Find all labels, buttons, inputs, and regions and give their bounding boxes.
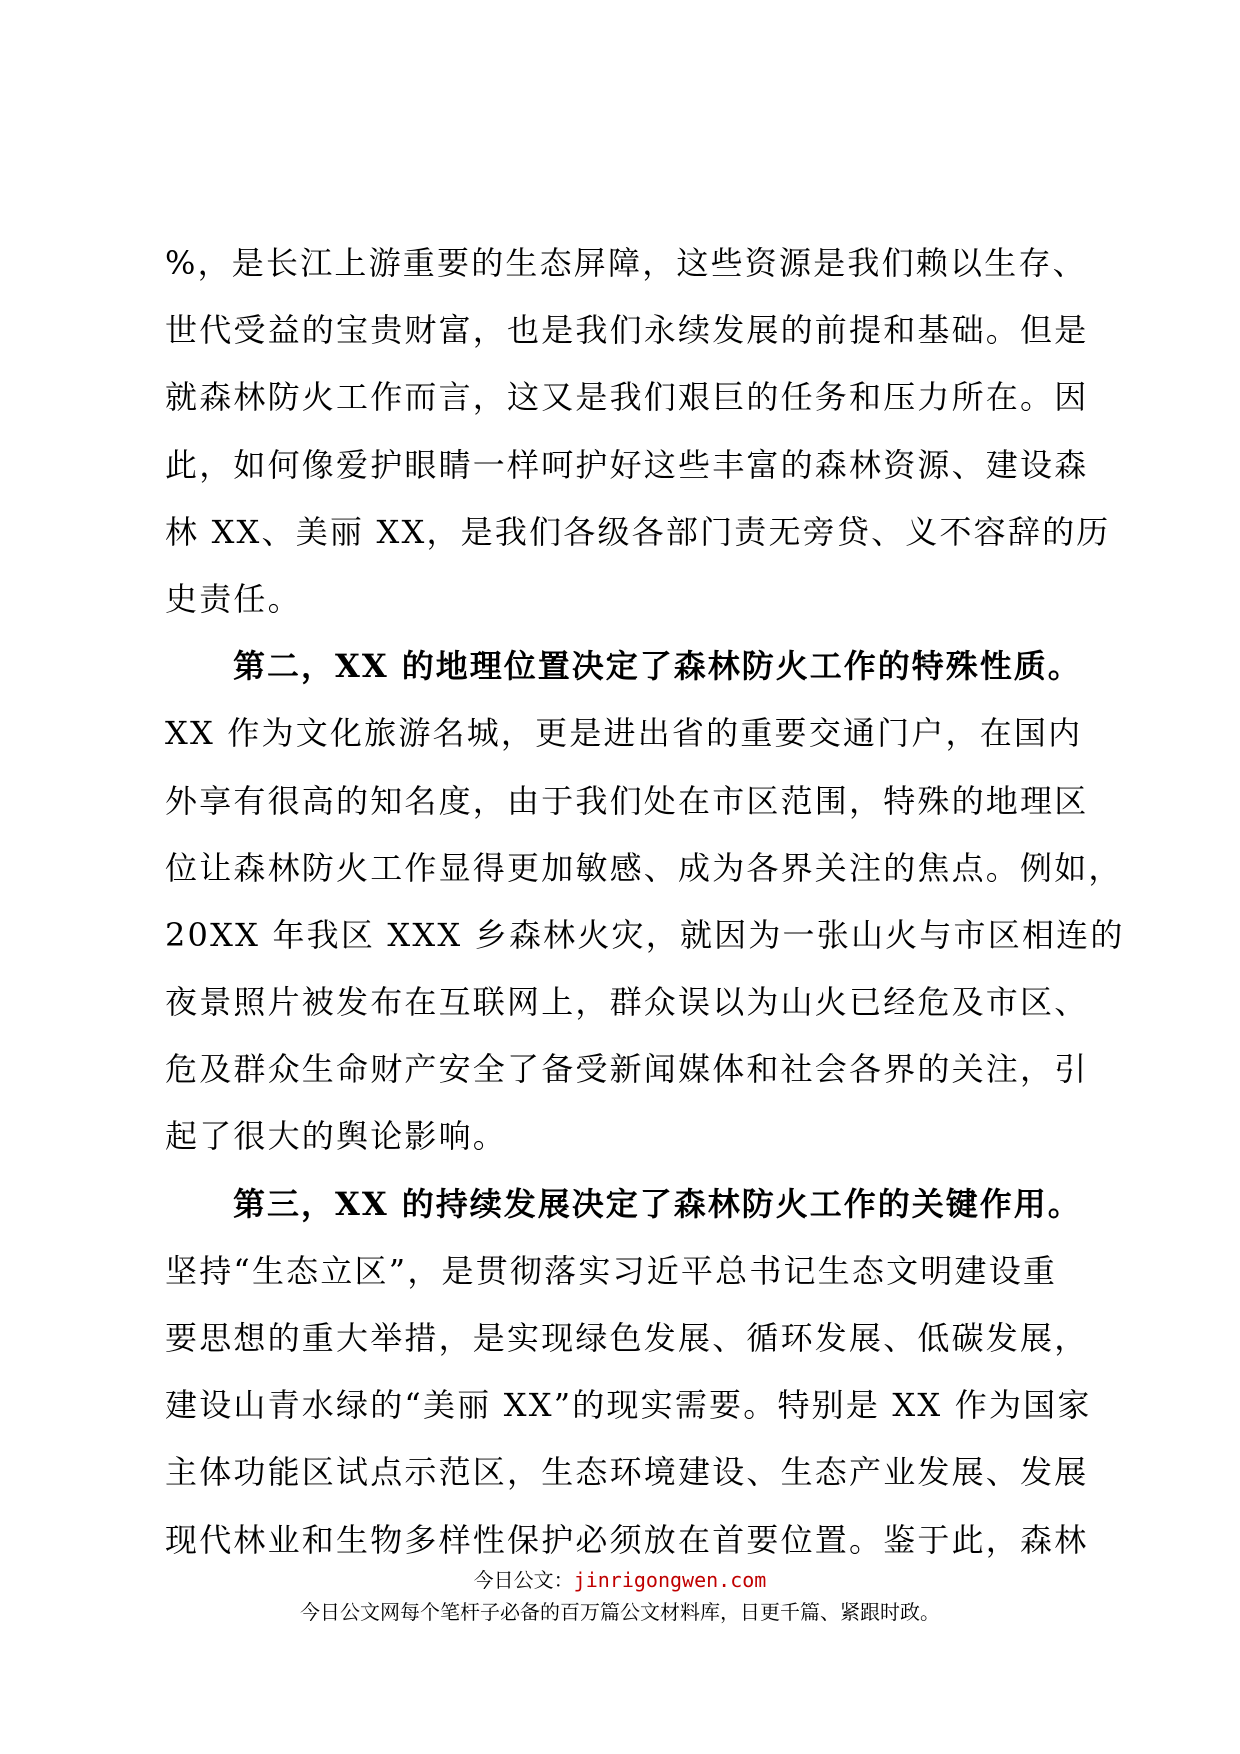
body-line: 危及群众生命财产安全了备受新闻媒体和社会各界的关注，引 bbox=[165, 1050, 1089, 1089]
body-line: 现代林业和生物多样性保护必须放在首要位置。鉴于此，森林 bbox=[165, 1520, 1089, 1559]
body-line: 坚持“生态立区”，是贯彻落实习近平总书记生态文明建设重 bbox=[165, 1251, 1058, 1290]
body-line: 主体功能区试点示范区，生态环境建设、生态产业发展、发展 bbox=[165, 1453, 1089, 1492]
body-line: 就森林防火工作而言，这又是我们艰巨的任务和压力所在。因 bbox=[165, 378, 1089, 417]
body-line: 建设山青水绿的“美丽 XX”的现实需要。特别是 XX 作为国家 bbox=[165, 1386, 1092, 1425]
body-line: 要思想的重大举措，是实现绿色发展、循环发展、低碳发展， bbox=[165, 1319, 1089, 1357]
body-line: XX 作为文化旅游名城，更是进出省的重要交通门户，在国内 bbox=[165, 714, 1083, 753]
body-line: 夜景照片被发布在互联网上，群众误以为山火已经危及市区、 bbox=[165, 983, 1089, 1022]
section-heading-second: 第二，XX 的地理位置决定了森林防火工作的特殊性质。 bbox=[165, 647, 1082, 686]
footer-slogan: 今日公文网每个笔杆子必备的百万篇公文材料库，日更千篇、紧跟时政。 bbox=[300, 1600, 940, 1624]
body-line: 20XX 年我区 XXX 乡森林火灾，就因为一张山火与市区相连的 bbox=[165, 915, 1125, 954]
body-line: 位让森林防火工作显得更加敏感、成为各界关注的焦点。例如， bbox=[165, 848, 1123, 887]
body-line: 起了很大的舆论影响。 bbox=[165, 1117, 508, 1156]
body-line: %，是长江上游重要的生态屏障，这些资源是我们赖以生存、 bbox=[165, 244, 1087, 282]
footer-site-line bbox=[0, 1565, 1240, 1595]
body-line: 史责任。 bbox=[165, 579, 302, 618]
page-footer bbox=[0, 1565, 1240, 1627]
body-line: 外享有很高的知名度，由于我们处在市区范围，特殊的地理区 bbox=[165, 781, 1089, 820]
body-line: 世代受益的宝贵财富，也是我们永续发展的前提和基础。但是 bbox=[165, 311, 1089, 350]
body-line: 林 XX、美丽 XX，是我们各级各部门责无旁贷、义不容辞的历 bbox=[165, 512, 1111, 551]
section-heading-third: 第三，XX 的持续发展决定了森林防火工作的关键作用。 bbox=[165, 1184, 1082, 1223]
footer-site-label: 今日公文： bbox=[473, 1568, 574, 1592]
document-body bbox=[165, 230, 1125, 1574]
body-line: 此，如何像爱护眼睛一样呵护好这些丰富的森林资源、建设森 bbox=[165, 445, 1089, 484]
footer-site-url[interactable]: jinrigongwen.com bbox=[573, 1568, 767, 1592]
